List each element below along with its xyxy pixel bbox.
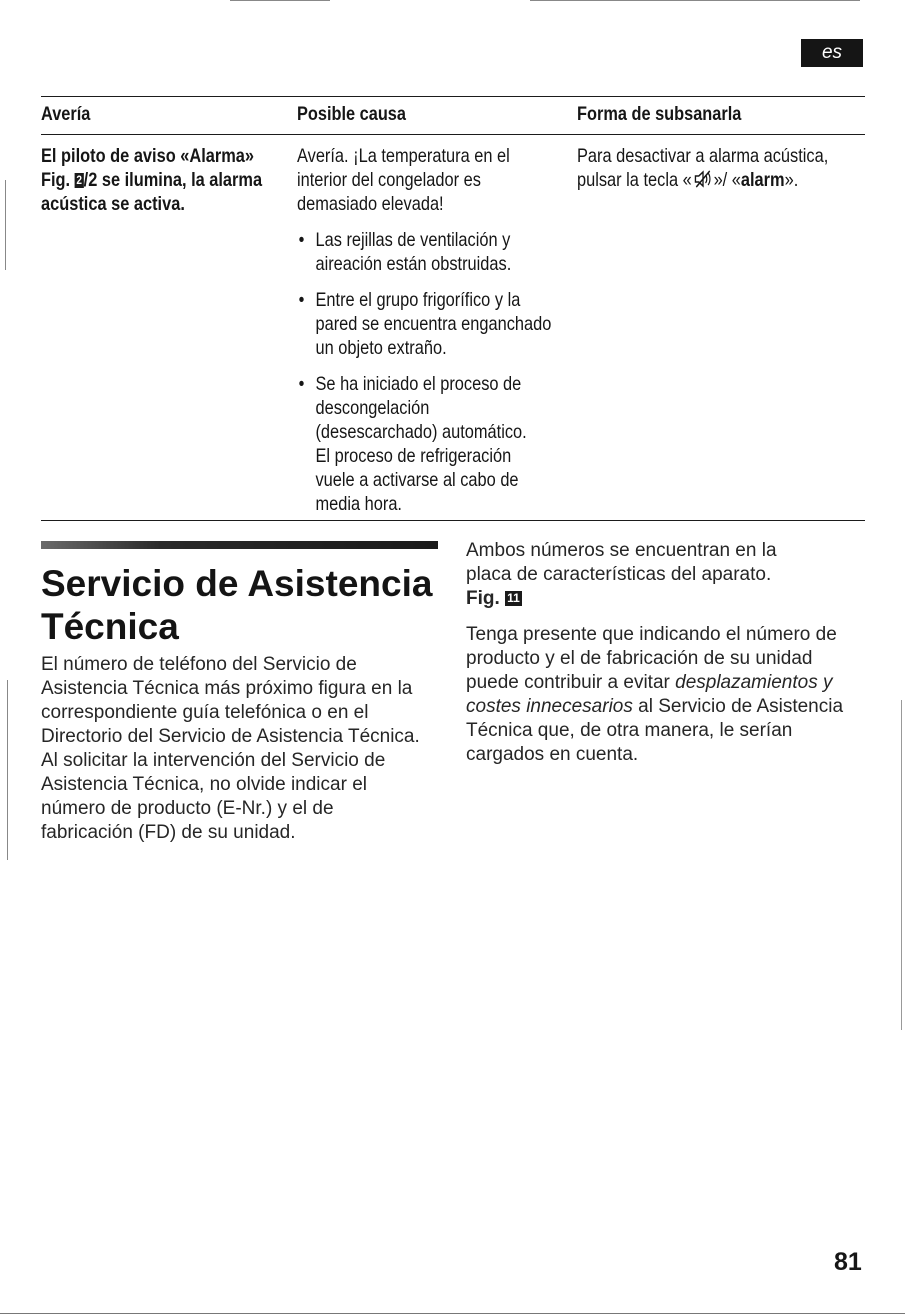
fault-description (41, 144, 268, 216)
cause-item-vents: • Las rejillas de ventilación y aireación están obstruidas. (297, 228, 553, 276)
remedy-description (577, 144, 863, 194)
remedy-text: Para desactivar a alarma acústica, pulsar la tecla « (577, 145, 829, 191)
cause-item-foreign-object: • Entre el grupo frigorífico y la pared se encuentra enganchado un objeto extraño. (297, 288, 553, 360)
alarm-key-label: alarm (740, 169, 785, 191)
scan-edge-top-right (530, 0, 860, 1)
table-bottom-rule (41, 520, 865, 521)
column-header-remedy: Forma de subsanarla (577, 104, 742, 125)
cause-item-defrost: • Se ha iniciado el proceso de descongelación (desescarchado) automático. El proceso de refrigeración vuele a activarse al cabo de media hora. (297, 372, 553, 516)
fault-text-suffix: /2 se ilumina, la alarma acústica se activa. (41, 169, 263, 215)
scan-edge-top (230, 0, 330, 1)
service-paragraph-2 (466, 539, 826, 611)
column-header-cause: Posible causa (297, 104, 406, 125)
column-header-fault: Avería (41, 104, 91, 125)
scan-edge-bottom (0, 1313, 905, 1314)
service-paragraph-1: El número de teléfono del Servicio de Asistencia Técnica más próximo figura en la correspondiente guía telefónica o en el Directorio del Servicio de Asistencia Técnica. Al solicitar la intervención del Servicio de Asistencia Técnica, no olvide indicar el número de producto (E-Nr.) y el de fabricación (FD) de su unidad. (41, 654, 420, 843)
section-heading-bar (41, 541, 438, 549)
scan-edge-left (5, 180, 6, 270)
language-badge: es (801, 39, 863, 67)
paragraph-3-end: al Servicio de Asistencia Técnica que, de otra manera, le serían cargados en cuenta. (466, 696, 844, 765)
cause-intro: Avería. ¡La temperatura en el interior del congelador es demasiado elevada! (297, 145, 510, 215)
remedy-closing: ». (784, 169, 799, 191)
cause-list (297, 228, 553, 516)
cause-column (297, 144, 553, 516)
paragraph-3-emphasis: desplazamientos y costes innecesarios (466, 672, 833, 717)
paragraph-3-start: Tenga presente que indicando el número de producto y el de fabricación de su unidad puede contribuir a evitar (466, 624, 837, 693)
figure-label: Fig. (466, 588, 500, 609)
scan-edge-left-2 (7, 680, 8, 860)
alarm-off-icon (693, 170, 711, 194)
figure-reference-badge: 2 (76, 173, 82, 187)
remedy-key-separator: »/ « (713, 169, 741, 191)
fault-text-prefix: El piloto de aviso «Alarma» Fig. (41, 145, 255, 191)
table-header-rule (41, 134, 865, 135)
service-paragraph-3 (466, 623, 866, 767)
page-number: 81 (834, 1248, 862, 1276)
scan-edge-right (901, 700, 902, 1030)
table-top-rule (41, 96, 865, 97)
service-paragraph-2-text: Ambos números se encuentran en la placa de características del aparato. (466, 540, 777, 585)
figure-reference-badge-11: 11 (507, 591, 520, 605)
section-title: Servicio de Asistencia Técnica (41, 563, 433, 647)
